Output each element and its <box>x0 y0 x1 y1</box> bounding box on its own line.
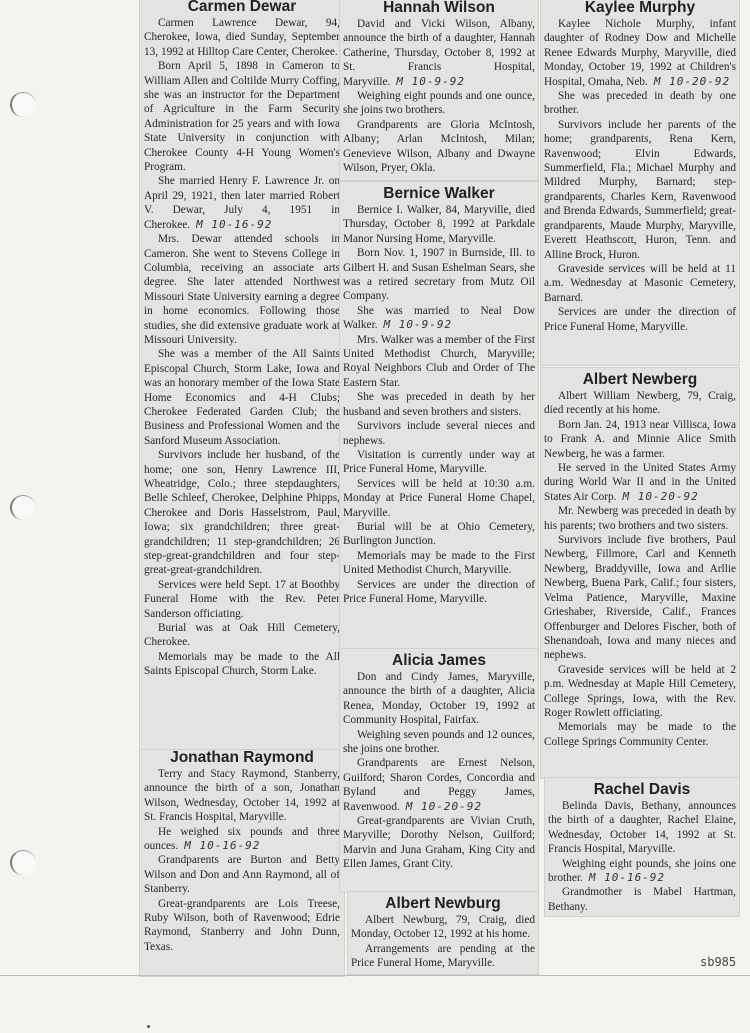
handwritten-date: M 10-20-92 <box>405 799 483 813</box>
binder-hole <box>10 495 36 520</box>
paragraph: Survivors include five brothers, Paul Newberg, Fillmore, Carl and Kenneth Newberg, Braddyville, Iowa and Arllie Newberg, Buena Park, Calif.; four sisters, Velma Patience, Maryville, Maxine Grieshaber, Riverside, Calif., Frances Offenburger and Delores Fischer, both of Shenandoah, Iowa and many nieces and nephews. <box>544 534 736 662</box>
paragraph: Albert William Newberg, 79, Craig, died recently at his home. <box>544 390 736 417</box>
clipping-rachel-davis <box>545 778 739 916</box>
paragraph: Services are under the direction of Price Funeral Home, Maryville. <box>343 578 535 605</box>
paragraph: Mr. Newberg was preceded in death by his parents; two brothers and two sisters. <box>544 505 736 532</box>
headline: Bernice Walker <box>383 185 495 202</box>
paragraph <box>548 857 736 886</box>
paragraph-text: Kaylee Nichole Murphy, infant daughter of Rodney Dow and Michelle Renee Edwards Murphy, Maryville, died Monday, October 19, 1992 at Children's Hospital, Omaha, Neb. <box>544 18 736 88</box>
paragraph: Don and Cindy James, Maryville, announce the birth of a daughter, Alicia Renea, Monday, October 19, 1992 at Community Hospital, Fairfax. <box>343 671 535 727</box>
handwritten-date: M 10-9-92 <box>396 74 465 88</box>
paragraph: Memorials may be made to the First United Methodist Church, Maryville. <box>343 549 535 577</box>
clipping-alicia-james <box>340 649 538 892</box>
paragraph-text: Grandparents are Ernest Nelson, Guilford; Sharon Cordes, Concordia and Byland and Peggy James, Ravenwood. <box>343 757 535 813</box>
paragraph: Services are under the direction of Price Funeral Home, Maryville. <box>544 306 736 333</box>
paragraph: Mrs. Walker was a member of the First United Methodist Church, Maryville; Royal Neighbors Club and Order of The Eastern Star. <box>343 333 535 389</box>
binder-hole <box>10 850 36 875</box>
paragraph-text: She was married to Neal Dow Walker. <box>343 304 535 332</box>
paragraph: Survivors include her parents of the home; grandparents, Rena Kern, Ravenwood; Elvin Edwards, Summerfield, Fla.; Michael Murphy and Mildred Murphy, Barnard; step-grandparents, Charles Kern, Ravenwood and Brenda Edwards, Summerfield; great-grandparents, Maude Murphy, Maryville, Everett Heathscott, Huron, Tenn. and Alline Brock, Huron. <box>544 118 736 261</box>
headline: Albert Newburg <box>385 895 501 912</box>
binder-hole <box>10 92 36 117</box>
paragraph: Grandmother is Mabel Hartman, Bethany. <box>548 886 736 913</box>
clipping-jonathan-raymond <box>140 750 344 976</box>
paragraph: She was a member of the All Saints Episcopal Church, Storm Lake, Iowa and was an honorary member of the Iowa State Home Economics and 4-H Clubs; Cherokee Federated Garden Club; the Business and Professional Women and the Sanford Museum Association. <box>144 348 340 447</box>
paragraph: Born April 5, 1898 in Cameron to William Allen and Coltilde Murry Coffing, she was an instructor for the Department of Agriculture in the Farm Security Administration for 25 years and with Iowa State University in conjunction with Cherokee County 4-H Young Women's Program. <box>144 60 340 174</box>
paragraph <box>544 461 736 504</box>
paragraph: Mrs. Dewar attended schools in Cameron. She went to Stevens College in Columbia, receiving an associate arts degree. She later attended Northwest Missouri State University earning a degree in home economics. Following those studies, she did extensive graduate work at Missouri University. <box>144 233 340 346</box>
clipping-albert-newberg <box>541 368 739 778</box>
page-marker: sb985 <box>700 955 737 969</box>
headline: Alicia James <box>392 652 486 669</box>
paragraph: She was preceded in death by one brother. <box>544 90 736 117</box>
paragraph: Arrangements are pending at the Price Funeral Home, Maryville. <box>351 942 535 970</box>
handwritten-date: M 10-20-92 <box>653 74 731 88</box>
headline: Albert Newberg <box>582 371 698 388</box>
dust-speck <box>147 1025 150 1028</box>
paragraph: Carmen Lawrence Dewar, 94, Cherokee, Iowa, died Sunday, September 13, 1992 at Hilltop Care Center, Cherokee. <box>144 17 340 58</box>
headline: Carmen Dewar <box>187 0 297 15</box>
paragraph <box>343 304 535 333</box>
paragraph: Services will be held at 10:30 a.m. Monday at Price Funeral Home Chapel, Maryville. <box>343 477 535 519</box>
clipping-kaylee-murphy <box>541 0 739 365</box>
handwritten-date: M 10-16-92 <box>196 217 273 231</box>
paragraph: Survivors include several nieces and nephews. <box>343 420 535 447</box>
handwritten-date: M 10-16-92 <box>184 839 261 853</box>
paragraph: Albert Newburg, 79, Craig, died Monday, October 12, 1992 at his home. <box>351 914 535 941</box>
paragraph: Terry and Stacy Raymond, Stanberry, announce the birth of a son, Jonathan Wilson, Wednesday, October 14, 1992 at St. Francis Hospital, Maryville. <box>144 768 340 824</box>
paragraph: Belinda Davis, Bethany, announces the birth of a daughter, Rachel Elaine, Wednesday, October 14, 1992 at St. Francis Hospital, Maryville. <box>548 800 736 856</box>
headline: Jonathan Raymond <box>170 750 314 766</box>
paragraph <box>343 17 535 89</box>
handwritten-date: M 10-20-92 <box>622 489 699 503</box>
headline: Rachel Davis <box>593 781 691 798</box>
paragraph: Graveside services will be held at 2 p.m. Wednesday at Maple Hill Cemetery, College Springs, Iowa, with the Rev. Roger Rowlett officiating. <box>544 663 736 719</box>
paragraph: Grandparents are Burton and Betty Wilson and Don and Ann Raymond, all of Stanberry. <box>144 854 340 896</box>
paragraph <box>144 174 340 232</box>
paragraph: Born Nov. 1, 1907 in Burnside, Ill. to Gilbert H. and Susan Eshelman Sears, she was a retired secretary from Mutz Oil Company. <box>343 247 535 303</box>
handwritten-date: M 10-9-92 <box>383 318 453 332</box>
headline: Hannah Wilson <box>383 0 495 16</box>
paragraph: Memorials may be made to the College Springs Community Center. <box>544 721 736 748</box>
paragraph: She was preceded in death by her husband and seven brothers and sisters. <box>343 391 535 418</box>
paragraph-text: David and Vicki Wilson, Albany, announce the birth of a daughter, Hannah Catherine, Thursday, October 8, 1992 at St. Francis Hospital, Maryville. <box>343 18 535 88</box>
paragraph <box>343 756 535 814</box>
handwritten-date: M 10-16-92 <box>588 871 666 885</box>
paragraph-text: He weighed six pounds and three ounces. <box>144 825 340 853</box>
paragraph: Bernice I. Walker, 84, Maryville, died Thursday, October 8, 1992 at Parkdale Manor Nursing Home, Maryville. <box>343 204 535 245</box>
clipping-bernice-walker <box>340 182 538 649</box>
clipping-carmen-dewar <box>140 0 344 750</box>
page-bottom-edge <box>0 975 750 976</box>
paragraph: Memorials may be made to the All Saints Episcopal Church, Storm Lake. <box>144 650 340 678</box>
paragraph: Weighing eight pounds and one ounce, she joins two brothers. <box>343 90 535 117</box>
paragraph: Born Jan. 24, 1913 near Villisca, Iowa to Frank A. and Minnie Alice Smith Newberg, he was a farmer. <box>544 418 736 460</box>
paragraph: Burial was at Oak Hill Cemetery, Cherokee. <box>144 622 340 649</box>
paragraph-text: She married Henry F. Lawrence Jr. on April 29, 1921, then later married Robert V. Dewar, July 4, 1951 in Cherokee. <box>144 175 340 231</box>
paragraph-text: He served in the United States Army during World War II and in the United States Air Corp. <box>544 462 736 503</box>
paragraph <box>144 825 340 854</box>
paragraph: Burial will be at Ohio Cemetery, Burlington Junction. <box>343 520 535 548</box>
paragraph: Survivors include her husband, of the home; one son, Henry Lawrence III, Wheatridge, Colo.; three stepdaughters, Belle Schleef, Cherokee, Delphine Phipps, Cherokee and Doris Hasselstrom, Paul, Iowa; six grandchildren; three great-grandchildren; 11 step-grandchildren; 26 step-great-grandchildren and four step-great-great-grandchildren. <box>144 449 340 577</box>
paragraph <box>544 17 736 89</box>
clipping-albert-newburg <box>348 892 538 974</box>
paragraph: Grandparents are Gloria McIntosh, Albany; Arlan McIntosh, Milan; Genevieve Wilson, Albany and Dwayne Wilson, Pryer, Okla. <box>343 118 535 175</box>
headline: Kaylee Murphy <box>584 0 696 16</box>
paragraph: Great-grandparents are Vivian Cruth, Maryville; Dorothy Nelson, Guilford; Marvin and Juna Graham, King City and Ellen James, Grant City. <box>343 815 535 871</box>
paragraph: Weighing seven pounds and 12 ounces, she joins one brother. <box>343 728 535 756</box>
paragraph-text: Weighing eight pounds, she joins one brother. <box>548 857 736 885</box>
paragraph: Visitation is currently under way at Price Funeral Home, Maryville. <box>343 448 535 476</box>
paragraph: Graveside services will be held at 11 a.m. Wednesday at Masonic Cemetery, Barnard. <box>544 262 736 304</box>
paragraph: Great-grandparents are Lois Treese, Ruby Wilson, both of Ravenwood; Edrie Raymond, Stanberry and John Dunn, Texas. <box>144 897 340 953</box>
clipping-hannah-wilson <box>340 0 538 180</box>
paragraph: Services were held Sept. 17 at Boothby Funeral Home with the Rev. Peter Sanderson officiating. <box>144 578 340 620</box>
